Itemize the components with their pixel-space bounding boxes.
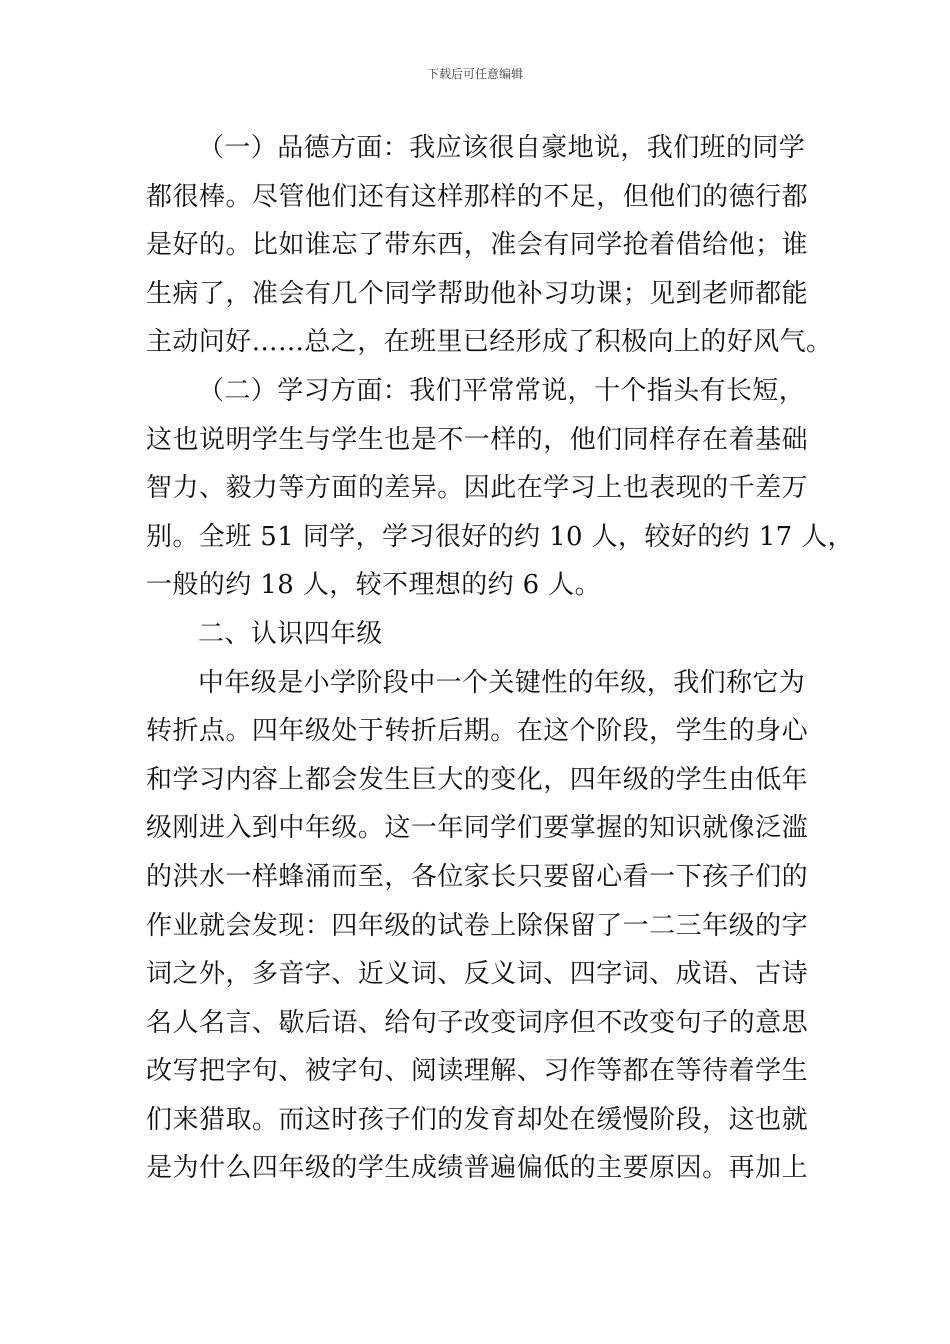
text-line: 中年级是小学阶段中一个关键性的年级，我们称它为 [198, 667, 806, 698]
text-line: 智力、毅力等方面的差异。因此在学习上也表现的千差万 [146, 473, 808, 504]
text-line: 转折点。四年级处于转折后期。在这个阶段，学生的身心 [146, 716, 808, 747]
section-heading-grade-four [146, 610, 808, 659]
text-line: 名人名言、歇后语、给句子改变词序但不改变句子的意思 [146, 1007, 808, 1038]
page-header-note: 下载后可任意编辑 [426, 67, 523, 81]
text-line: 主动问好……总之，在班里已经形成了积极向上的好风气。 [146, 327, 833, 358]
text-line: （二）学习方面：我们平常常说，十个指头有长短， [198, 375, 806, 406]
text-line: （一）品德方面：我应该很自豪地说，我们班的同学 [198, 133, 806, 163]
text-line: 是好的。比如谁忘了带东西，准会有同学抢着借给他；谁 [146, 230, 808, 261]
text-line: 作业就会发现：四年级的试卷上除保留了一二三年级的字 [146, 910, 808, 941]
text-line: 改写把字句、被字句、阅读理解、习作等都在等待着学生 [146, 1056, 808, 1087]
text-line: 的洪水一样蜂涌而至，各位家长只要留心看一下孩子们的 [146, 861, 808, 892]
text-line: 们来猎取。而这时孩子们的发育却处在缓慢阶段，这也就 [146, 1104, 808, 1135]
text-line: 词之外，多音字、近义词、反义词、四字词、成语、古诗 [146, 959, 808, 990]
paragraph-moral [146, 124, 833, 367]
section-heading: 二、认识四年级 [198, 618, 383, 649]
paragraph-study [146, 367, 855, 610]
text-line: 和学习内容上都会发生巨大的变化，四年级的学生由低年 [146, 764, 808, 795]
text-line: 都很棒。尽管他们还有这样那样的不足，但他们的德行都 [146, 181, 808, 212]
text-line: 是为什么四年级的学生成绩普遍偏低的主要原因。再加上 [146, 1153, 808, 1184]
document-body [146, 124, 855, 1193]
text-line: 生病了，准会有几个同学帮助他补习功课；见到老师都能 [146, 278, 808, 309]
text-line: 别。全班 51 同学，学习很好的约 10 人，较好的约 17 人， [146, 521, 855, 552]
text-line: 级刚进入到中年级。这一年同学们要掌握的知识就像泛滥 [146, 813, 808, 844]
text-line: 一般的约 18 人，较不理想的约 6 人。 [146, 570, 602, 601]
text-line: 这也说明学生与学生也是不一样的，他们同样存在着基础 [146, 424, 808, 455]
paragraph-grade-four [146, 659, 808, 1194]
